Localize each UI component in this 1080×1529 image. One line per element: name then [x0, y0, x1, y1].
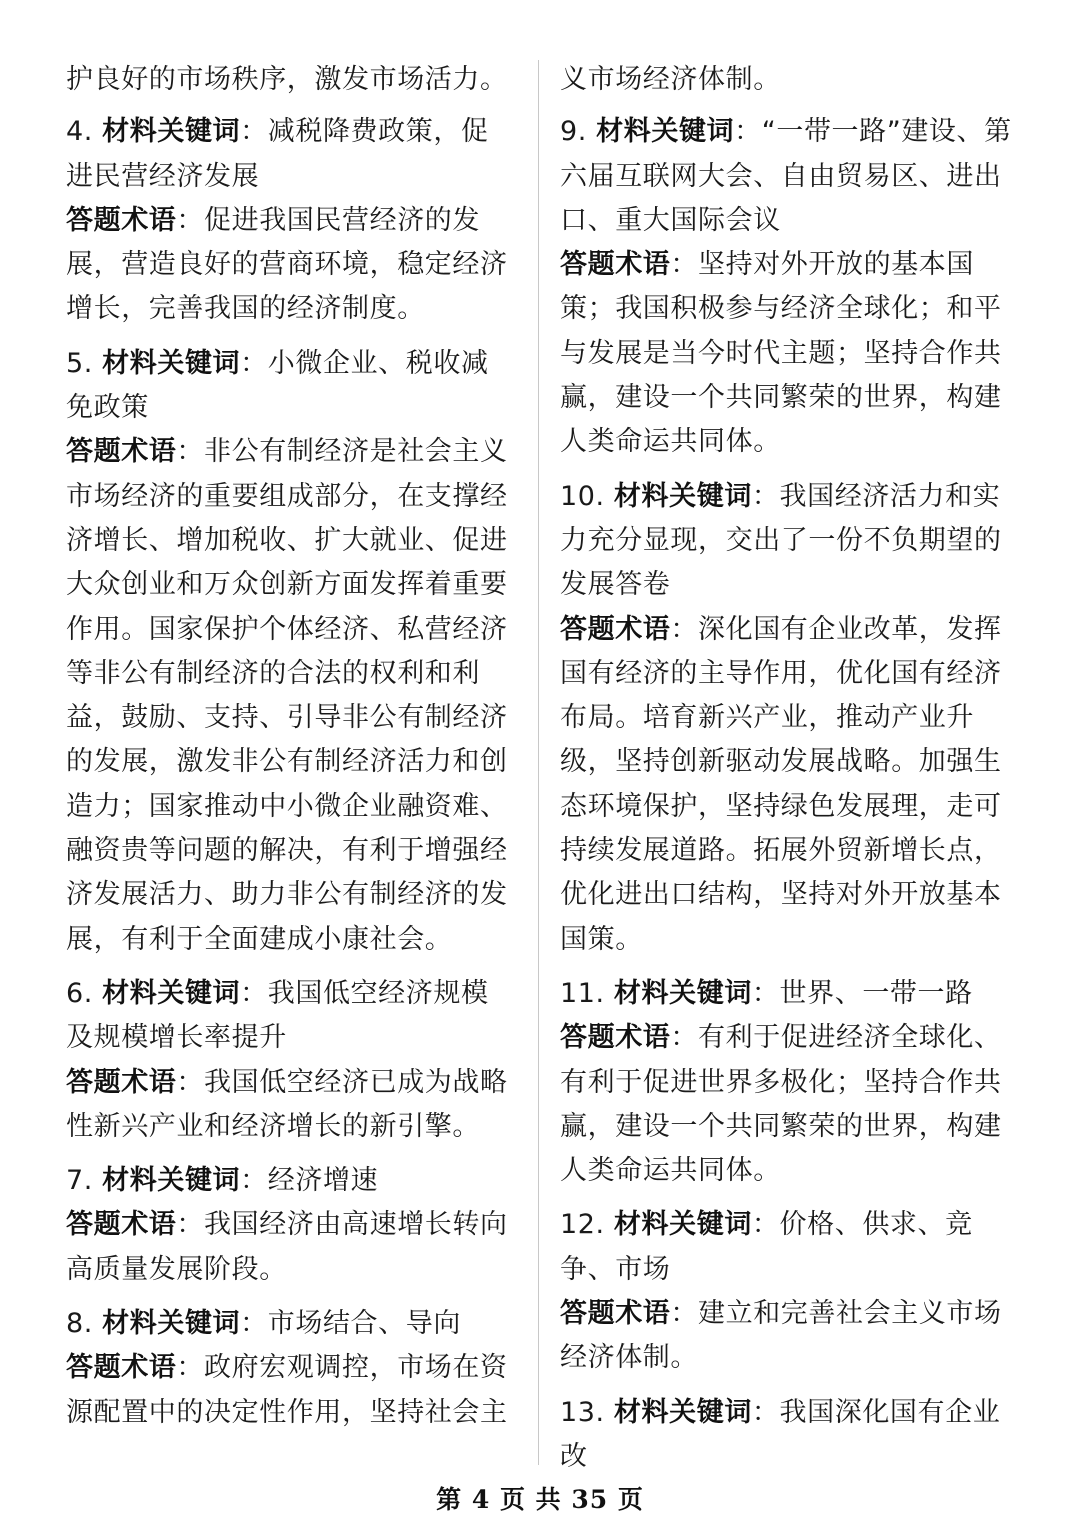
answer-text: ：促进我国民营经济的发展，营造良好的营商环境，稳定经济增长，完善我国的经济制度。	[66, 204, 508, 325]
list-item-5	[66, 342, 512, 962]
keyword-label: 材料关键词	[613, 977, 752, 1009]
column-divider	[538, 60, 539, 1465]
keyword-label: 材料关键词	[102, 116, 241, 148]
answer-line	[560, 1016, 1020, 1193]
list-item-13	[560, 1391, 1020, 1480]
answer-label: 答题术语	[560, 249, 671, 281]
continuation-text: 义市场经济体制。	[560, 64, 781, 95]
list-item-7	[66, 1159, 512, 1292]
answer-text: ：我国经济由高速增长转向高质量发展阶段。	[66, 1209, 508, 1285]
answer-line	[66, 430, 512, 962]
item-number: 9.	[560, 116, 597, 148]
answer-line	[560, 1292, 1020, 1381]
answer-line	[560, 243, 1020, 464]
keyword-line	[560, 110, 1020, 243]
item-number: 5.	[66, 347, 103, 379]
keyword-line	[560, 475, 1020, 608]
page-footer: 第 4 页 共 35 页	[436, 1485, 644, 1514]
keyword-line	[560, 972, 1020, 1016]
keyword-line	[66, 1159, 512, 1203]
answer-label: 答题术语	[560, 613, 671, 645]
item-number: 11.	[560, 977, 614, 1009]
list-item-4	[66, 110, 512, 331]
answer-text: ：政府宏观调控，市场在资源配置中的决定性作用，坚持社会主	[66, 1352, 508, 1428]
keyword-label: 材料关键词	[102, 977, 241, 1009]
list-item-9	[560, 110, 1020, 464]
keyword-text: ：我国经济活力和实力充分显现，交出了一份不负期望的发展答卷	[560, 480, 1002, 601]
keyword-text: ：减税降费政策，促进民营经济发展	[66, 116, 489, 192]
item-number: 7.	[66, 1165, 103, 1197]
keyword-line	[66, 972, 512, 1061]
keyword-text: ：经济增速	[240, 1165, 379, 1197]
keyword-label: 材料关键词	[102, 1308, 241, 1340]
item-number: 10.	[560, 480, 614, 512]
answer-label: 答题术语	[66, 1352, 177, 1384]
answer-label: 答题术语	[66, 1066, 177, 1098]
answer-line	[66, 1346, 512, 1435]
keyword-label: 材料关键词	[102, 1165, 241, 1197]
answer-text: ：建立和完善社会主义市场经济体制。	[560, 1298, 1002, 1374]
answer-label: 答题术语	[560, 1022, 671, 1054]
answer-label: 答题术语	[560, 1298, 671, 1330]
keyword-line	[66, 342, 512, 431]
keyword-line	[66, 110, 512, 199]
answer-label: 答题术语	[66, 1209, 177, 1241]
list-item-8	[66, 1302, 512, 1435]
item-number: 4.	[66, 116, 103, 148]
answer-label: 答题术语	[66, 204, 177, 236]
list-item-6	[66, 972, 512, 1149]
left-column	[66, 58, 512, 1445]
keyword-text: ：我国深化国有企业改	[560, 1396, 1001, 1472]
answer-line	[560, 608, 1020, 962]
continuation-text: 护良好的市场秩序，激发市场活力。	[66, 64, 508, 95]
item-number: 13.	[560, 1396, 614, 1428]
keyword-label: 材料关键词	[613, 480, 752, 512]
keyword-label: 材料关键词	[613, 1209, 752, 1241]
keyword-text: ：小微企业、税收减免政策	[66, 347, 489, 424]
answer-text: ：坚持对外开放的基本国策；我国积极参与经济全球化；和平与发展是当今时代主题；坚持合作共赢，建设一个共同繁荣的世界，构建人类命运共同体。	[560, 249, 1002, 458]
keyword-line	[560, 1391, 1020, 1480]
keyword-label: 材料关键词	[102, 347, 241, 379]
keyword-text: ：价格、供求、竞争、市场	[560, 1209, 973, 1285]
item-number: 8.	[66, 1308, 103, 1340]
list-item-11	[560, 972, 1020, 1193]
keyword-text: ：“一带一路”建设、第六届互联网大会、自由贸易区、进出口、重大国际会议	[560, 116, 1012, 236]
keyword-line	[66, 1302, 512, 1346]
answer-text: ：我国低空经济已成为战略性新兴产业和经济增长的新引擎。	[66, 1066, 508, 1142]
keyword-text: ：市场结合、导向	[240, 1308, 461, 1340]
keyword-line	[560, 1203, 1020, 1292]
keyword-label: 材料关键词	[596, 116, 735, 148]
answer-text: ：有利于促进经济全球化、有利于促进世界多极化；坚持合作共赢，建设一个共同繁荣的世界，构建人类命运共同体。	[560, 1022, 1002, 1187]
right-column	[560, 58, 1020, 1479]
item-number: 12.	[560, 1209, 614, 1241]
answer-text: ：非公有制经济是社会主义市场经济的重要组成部分，在支撑经济增长、增加税收、扩大就业、促进大众创业和万众创新方面发挥着重要作用。国家保护个体经济、私营经济等非公有制经济的合法的权利和利益，鼓励、支持、引导非公有制经济的发展，激发非公有制经济活力和创造力；国家推动中小微企业融资难、融资贵等问题的解决，有利于增强经济发展活力、助力非公有制经济的发展，有利于全面建成小康社会。	[66, 436, 508, 955]
answer-line	[66, 199, 512, 332]
keyword-label: 材料关键词	[613, 1396, 752, 1428]
answer-label: 答题术语	[66, 436, 177, 468]
list-item-10	[560, 475, 1020, 962]
keyword-text: ：我国低空经济规模及规模增长率提升	[66, 977, 489, 1054]
answer-line	[66, 1061, 512, 1150]
answer-line	[66, 1203, 512, 1292]
list-item-12	[560, 1203, 1020, 1380]
answer-text: ：深化国有企业改革，发挥国有经济的主导作用，优化国有经济布局。培育新兴产业，推动产业升级，坚持创新驱动发展战略。加强生态环境保护，坚持绿色发展理，走可持续发展道路。拓展外贸新增长点，优化进出口结构，坚持对外开放基本国策。	[560, 613, 1002, 955]
keyword-text: ：世界、一带一路	[751, 977, 973, 1009]
item-number: 6.	[66, 977, 103, 1009]
